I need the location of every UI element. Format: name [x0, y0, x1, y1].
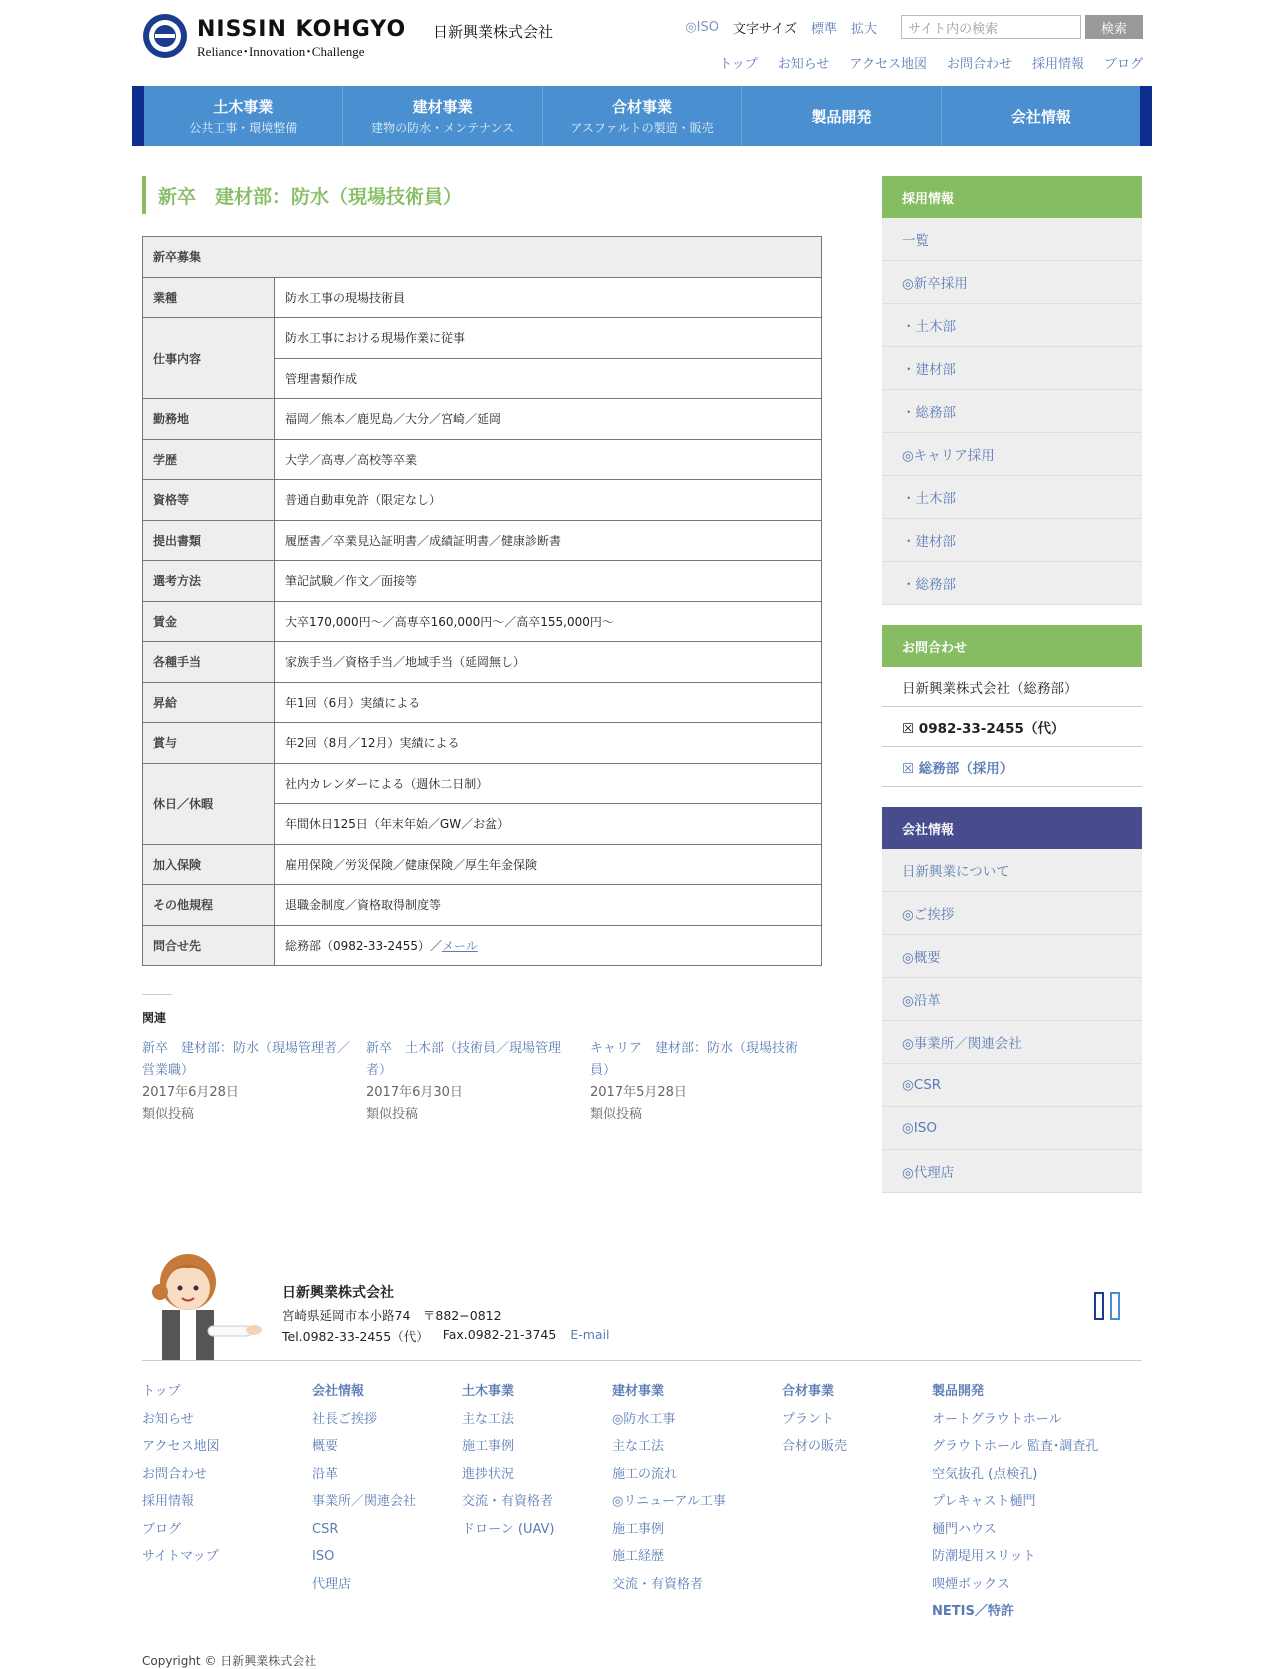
- social-icon[interactable]: [1110, 1292, 1120, 1320]
- row-value: 退職金制度／資格取得制度等: [275, 885, 822, 926]
- sitemap-link[interactable]: 交流・有資格者: [462, 1494, 554, 1509]
- sitemap-link[interactable]: プレキャスト樋門: [932, 1494, 1036, 1509]
- sitemap-link[interactable]: 喫煙ボックス: [932, 1576, 1010, 1592]
- sitemap-link[interactable]: ISO: [312, 1549, 335, 1564]
- sitemap-link[interactable]: CSR: [312, 1521, 339, 1537]
- row-value: 大卒170,000円〜／高専卒160,000円〜／高卒155,000円〜: [275, 601, 822, 642]
- utility-bar: [685, 14, 1143, 40]
- sitemap-link[interactable]: ◎防水工事: [612, 1411, 676, 1427]
- sidebar-recruit-heading: 採用情報: [882, 176, 1142, 218]
- related-date: 2017年6月30日: [366, 1085, 463, 1100]
- sitemap-link[interactable]: 樋門ハウス: [932, 1521, 997, 1537]
- related-link[interactable]: キャリア 建材部：防水（現場技術員）: [590, 1041, 799, 1078]
- sitemap-heading[interactable]: 製品開発: [932, 1384, 985, 1399]
- sitemap-link[interactable]: 事業所／関連会社: [312, 1494, 417, 1509]
- topnav-recruit[interactable]: 採用情報: [1031, 57, 1084, 72]
- related-link[interactable]: 新卒 建材部：防水（現場管理者／営業職）: [142, 1041, 351, 1078]
- table-row: [143, 561, 822, 602]
- sitemap-link[interactable]: 主な工法: [612, 1439, 665, 1454]
- logo-mark-icon: [143, 14, 187, 58]
- sidebar-company-heading: 会社情報: [882, 807, 1142, 849]
- row-label: 提出書類: [143, 520, 275, 561]
- social-icons: [1094, 1292, 1120, 1320]
- table-row: [143, 237, 822, 278]
- row-value: 福岡／熊本／鹿児島／大分／宮崎／延岡: [275, 399, 822, 440]
- sitemap-heading[interactable]: 会社情報: [312, 1384, 365, 1399]
- sitemap-link[interactable]: 代理店: [312, 1576, 352, 1592]
- sidebar-item[interactable]: ◎概要: [882, 935, 1142, 978]
- sitemap-col: [462, 1378, 612, 1626]
- table-row: [143, 277, 822, 318]
- row-label: 問合せ先: [143, 925, 275, 966]
- gnav-title: 建材事業: [412, 98, 473, 116]
- sitemap-link[interactable]: オートグラウトホール: [932, 1411, 1062, 1427]
- sitemap-link[interactable]: 概要: [312, 1439, 339, 1454]
- row-value: 年2回（8月／12月）実績による: [275, 723, 822, 764]
- footer-tel: Tel.0982-33-2455（代）: [282, 1329, 429, 1344]
- sitemap-link[interactable]: 沿革: [312, 1466, 339, 1482]
- sitemap-link[interactable]: 進捗状況: [462, 1466, 515, 1482]
- contact-mail-link[interactable]: ☒ 総務部（採用）: [882, 747, 1142, 787]
- gnav-sub: 公共工事・環境整備: [189, 121, 298, 135]
- related-note: 類似投稿: [366, 1107, 419, 1122]
- row-label: 資格等: [143, 480, 275, 521]
- row-label: 業種: [143, 277, 275, 318]
- sitemap-link[interactable]: 合材の販売: [782, 1439, 848, 1454]
- sitemap-heading[interactable]: 合材事業: [782, 1384, 835, 1399]
- row-value: [275, 925, 822, 966]
- sitemap-link[interactable]: 施工事例: [462, 1439, 515, 1454]
- copyright: Copyright © 日新興業株式会社: [142, 1654, 317, 1668]
- footer-email-link[interactable]: E-mail: [570, 1327, 610, 1342]
- table-caption: 新卒募集: [143, 237, 822, 278]
- sitemap-heading[interactable]: 土木事業: [462, 1384, 515, 1399]
- row-label: 賃金: [143, 601, 275, 642]
- row-value: 防水工事の現場技術員: [275, 277, 822, 318]
- divider: [142, 994, 172, 995]
- table-row: [143, 763, 822, 804]
- sitemap-link[interactable]: お問合わせ: [142, 1466, 208, 1482]
- sidebar-item[interactable]: ・土木部: [882, 304, 1142, 347]
- sidebar-item[interactable]: ◎沿革: [882, 978, 1142, 1021]
- table-row: [143, 682, 822, 723]
- sitemap-link[interactable]: ◎リニューアル工事: [612, 1494, 726, 1509]
- sidebar-contact-list: [882, 667, 1142, 787]
- main-content: [142, 176, 822, 1122]
- site-header: [143, 0, 1143, 86]
- gnav-title: 合材事業: [612, 98, 673, 116]
- gnav-sub: アスファルトの製造・販売: [570, 121, 714, 135]
- row-label: 選考方法: [143, 561, 275, 602]
- font-size-large-button[interactable]: 拡大: [850, 21, 877, 37]
- related-note: 類似投稿: [590, 1107, 643, 1122]
- gnav-company[interactable]: [942, 86, 1140, 146]
- sidebar-item[interactable]: ◎ISO: [882, 1107, 1142, 1150]
- row-value: 大学／高専／高校等卒業: [275, 439, 822, 480]
- topnav-top[interactable]: トップ: [719, 57, 758, 72]
- row-value: 年間休日125日（年末年始／GW／お盆）: [275, 804, 822, 845]
- sidebar-item[interactable]: 日新興業について: [882, 849, 1142, 892]
- contact-phone[interactable]: ☒ 0982-33-2455（代）: [882, 707, 1142, 747]
- sidebar-item[interactable]: ◎新卒採用: [882, 261, 1142, 304]
- sitemap-link[interactable]: プラント: [782, 1411, 835, 1427]
- table-row: [143, 520, 822, 561]
- row-label: 学歴: [143, 439, 275, 480]
- related-posts: [142, 994, 822, 1126]
- iso-link[interactable]: ◎ISO: [685, 19, 719, 35]
- table-row: [143, 439, 822, 480]
- divider: [142, 1360, 1142, 1361]
- footer-fax: Fax.0982-21-3745: [442, 1327, 557, 1342]
- sitemap-link[interactable]: サイトマップ: [142, 1549, 219, 1564]
- sitemap-col: [312, 1378, 462, 1626]
- social-icon[interactable]: [1094, 1292, 1104, 1320]
- row-label: 仕事内容: [143, 318, 275, 399]
- row-label: 各種手当: [143, 642, 275, 683]
- table-row: [143, 844, 822, 885]
- row-value: 雇用保険／労災保険／健康保険／厚生年金保険: [275, 844, 822, 885]
- table-row: [143, 480, 822, 521]
- row-value: 年1回（6月）実績による: [275, 682, 822, 723]
- gnav-title: 土木事業: [213, 98, 274, 116]
- table-row: [143, 885, 822, 926]
- sitemap-col: [612, 1378, 782, 1626]
- row-value: 管理書類作成: [275, 358, 822, 399]
- related-item: [590, 1038, 814, 1126]
- sitemap-link[interactable]: 空気抜孔 (点検孔): [932, 1466, 1038, 1482]
- sitemap-col: [782, 1378, 932, 1626]
- footer-contact: [282, 1327, 610, 1345]
- row-label: その他規程: [143, 885, 275, 926]
- row-label: 賞与: [143, 723, 275, 764]
- gnav-building-materials[interactable]: [343, 86, 542, 146]
- row-label: 勤務地: [143, 399, 275, 440]
- related-date: 2017年5月28日: [590, 1085, 687, 1100]
- contact-text: 総務部（0982-33-2455）／: [285, 938, 443, 953]
- sidebar-item[interactable]: ◎事業所／関連会社: [882, 1021, 1142, 1064]
- table-row: [143, 723, 822, 764]
- sidebar-item[interactable]: ・総務部: [882, 562, 1142, 605]
- logo-en: NISSIN KOHGYO: [197, 17, 407, 42]
- gnav-products[interactable]: [742, 86, 941, 146]
- sitemap-link[interactable]: 社長ご挨拶: [312, 1411, 378, 1427]
- row-value: 普通自動車免許（限定なし）: [275, 480, 822, 521]
- sidebar-item[interactable]: ・総務部: [882, 390, 1142, 433]
- gnav-civil[interactable]: [144, 86, 343, 146]
- related-item: [366, 1038, 590, 1126]
- sitemap-col: [932, 1378, 1142, 1626]
- search-button[interactable]: 検索: [1085, 15, 1143, 39]
- related-item: [142, 1038, 366, 1126]
- receptionist-illustration: [142, 1240, 262, 1360]
- sitemap-link[interactable]: 防潮堤用スリット: [932, 1549, 1036, 1564]
- table-row: [143, 601, 822, 642]
- sidebar-item[interactable]: ◎代理店: [882, 1150, 1142, 1193]
- sitemap-link[interactable]: 採用情報: [142, 1494, 195, 1509]
- sitemap-col: [142, 1378, 312, 1626]
- sitemap-link[interactable]: 施工経歴: [612, 1549, 665, 1564]
- page-title: 新卒 建材部：防水（現場技術員）: [142, 176, 822, 214]
- row-value: 社内カレンダーによる（週休二日制）: [275, 763, 822, 804]
- topnav-access[interactable]: アクセス地図: [849, 57, 927, 72]
- gnav-title: 会社情報: [1010, 107, 1071, 126]
- row-value: 防水工事における現場作業に従事: [275, 318, 822, 359]
- table-row: [143, 925, 822, 966]
- sitemap-link[interactable]: NETIS／特許: [932, 1604, 1014, 1619]
- sitemap-link[interactable]: 主な工法: [462, 1411, 515, 1427]
- sitemap-link[interactable]: グラウトホール 監査･調査孔: [932, 1439, 1099, 1454]
- topnav-news[interactable]: お知らせ: [777, 57, 830, 72]
- site-logo[interactable]: [143, 14, 553, 60]
- sitemap-link[interactable]: アクセス地図: [142, 1439, 220, 1454]
- logo-jp: 日新興業株式会社: [433, 23, 554, 41]
- topnav-contact[interactable]: お問合わせ: [946, 57, 1012, 72]
- sitemap-link[interactable]: トップ: [142, 1384, 181, 1399]
- sitemap-link[interactable]: 交流・有資格者: [612, 1576, 704, 1592]
- global-nav: [132, 86, 1152, 146]
- table-row: [143, 399, 822, 440]
- related-heading: 関連: [142, 1011, 167, 1025]
- row-label: 昇給: [143, 682, 275, 723]
- sitemap-link[interactable]: お知らせ: [142, 1411, 194, 1427]
- font-size-label: 文字サイズ: [733, 21, 797, 37]
- contact-company: 日新興業株式会社（総務部）: [882, 667, 1142, 707]
- footer-address: 宮崎県延岡市本小路74 〒882−0812: [282, 1308, 502, 1323]
- table-row: [143, 318, 822, 359]
- gnav-sub: 建物の防水・メンテナンス: [371, 121, 515, 135]
- sidebar-item[interactable]: ◎CSR: [882, 1064, 1142, 1107]
- related-date: 2017年6月28日: [142, 1085, 239, 1100]
- gnav-asphalt[interactable]: [543, 86, 742, 146]
- table-row: [143, 642, 822, 683]
- sitemap-link[interactable]: 施工の流れ: [612, 1466, 678, 1482]
- footer-sitemap: [142, 1378, 1142, 1626]
- row-value: 筆記試験／作文／面接等: [275, 561, 822, 602]
- sitemap-heading[interactable]: 建材事業: [612, 1384, 665, 1399]
- sidebar-company-list: [882, 849, 1142, 1193]
- sidebar: [882, 176, 1142, 1193]
- sidebar-item[interactable]: ・建材部: [882, 347, 1142, 390]
- sidebar-recruit-list: [882, 218, 1142, 605]
- job-table: [142, 236, 822, 966]
- footer-company-name: 日新興業株式会社: [282, 1285, 394, 1301]
- sidebar-contact-heading: お問合わせ: [882, 625, 1142, 667]
- site-search: [901, 15, 1143, 39]
- gnav-title: 製品開発: [811, 107, 872, 126]
- search-input[interactable]: サイト内の検索: [901, 15, 1081, 39]
- font-size-normal-button[interactable]: 標準: [810, 21, 837, 37]
- sidebar-item[interactable]: 一覧: [882, 218, 1142, 261]
- topnav-blog[interactable]: ブログ: [1103, 57, 1143, 72]
- row-label: 加入保険: [143, 844, 275, 885]
- sitemap-link[interactable]: ドローン (UAV): [462, 1521, 555, 1537]
- row-label: 休日／休暇: [143, 763, 275, 844]
- sidebar-item[interactable]: ・土木部: [882, 476, 1142, 519]
- logo-tagline: Reliance･Innovation･Challenge: [197, 44, 365, 59]
- related-note: 類似投稿: [142, 1107, 195, 1122]
- sitemap-link[interactable]: ブログ: [142, 1521, 182, 1537]
- sidebar-item[interactable]: ・建材部: [882, 519, 1142, 562]
- top-nav: [719, 53, 1143, 72]
- row-value: 履歴書／卒業見込証明書／成績証明書／健康診断書: [275, 520, 822, 561]
- related-list: [142, 1038, 822, 1126]
- row-value: 家族手当／資格手当／地域手当（延岡無し）: [275, 642, 822, 683]
- sidebar-item[interactable]: ◎キャリア採用: [882, 433, 1142, 476]
- sidebar-item[interactable]: ◎ご挨拶: [882, 892, 1142, 935]
- sitemap-link[interactable]: 施工事例: [612, 1521, 665, 1537]
- mail-link[interactable]: メール: [442, 938, 478, 953]
- related-link[interactable]: 新卒 土木部（技術員／現場管理者）: [366, 1041, 562, 1078]
